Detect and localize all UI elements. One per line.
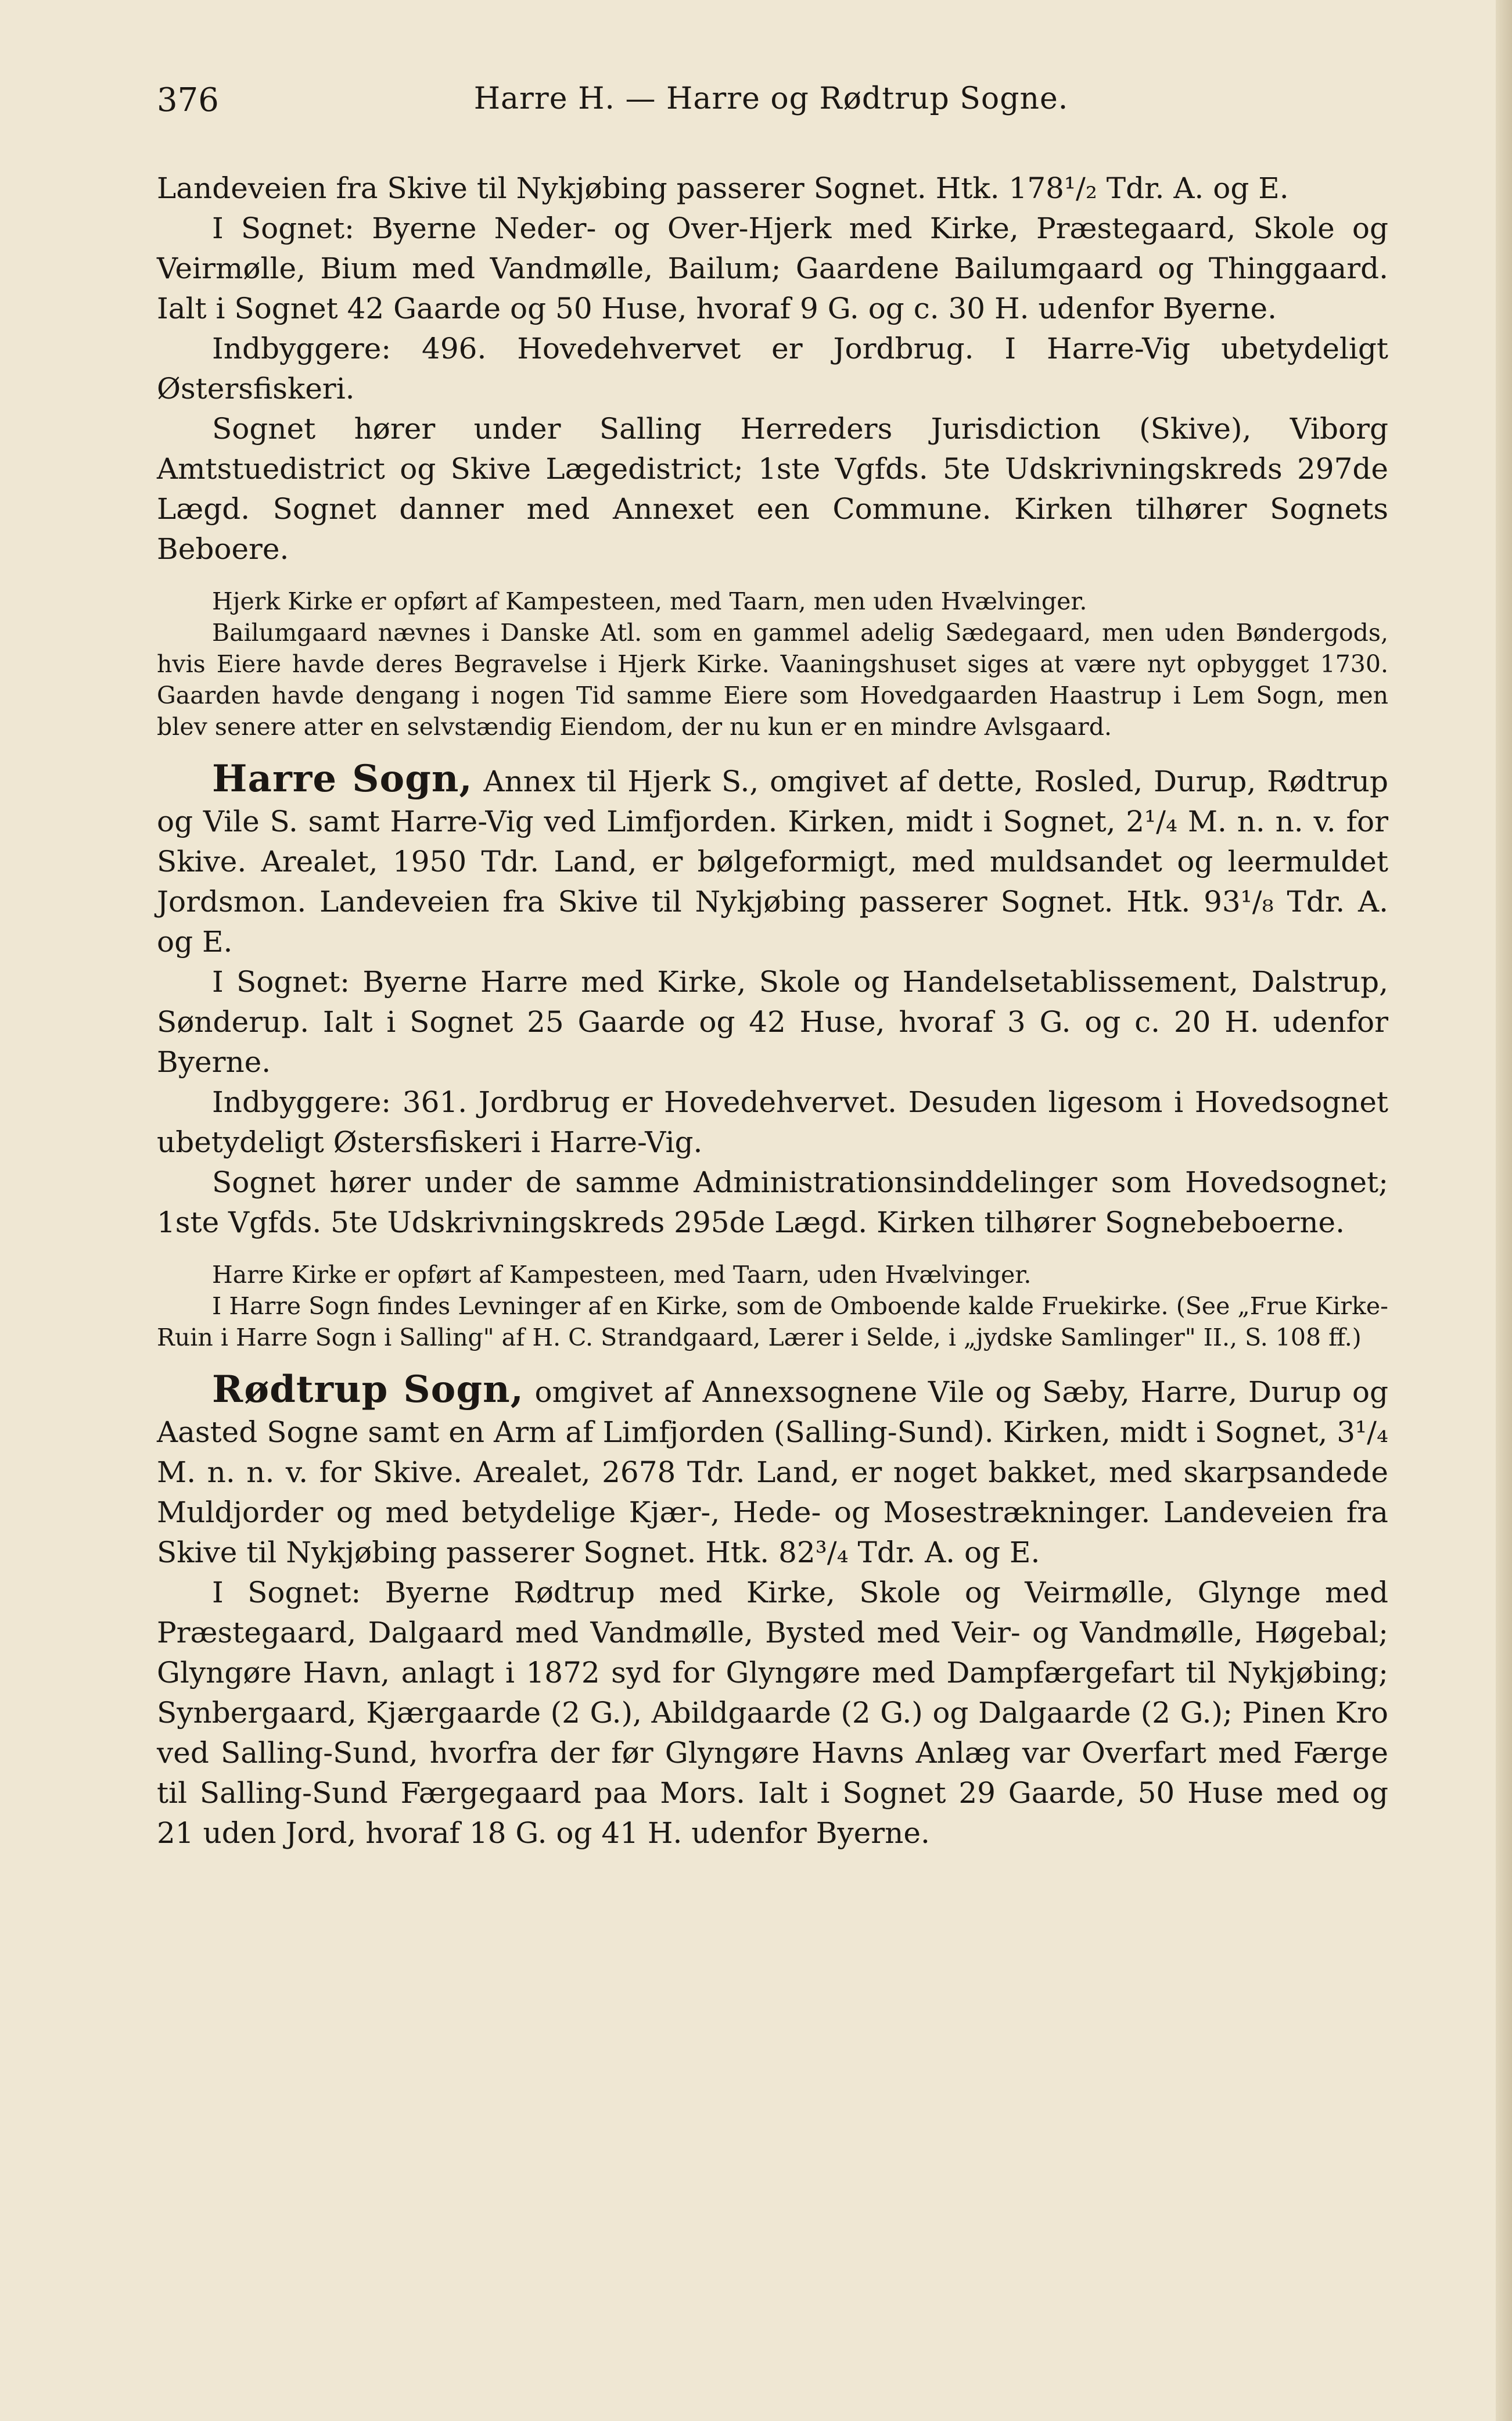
- running-title: Harre H. — Harre og Rødtrup Sogne.: [473, 81, 1069, 116]
- page-edge: [1496, 0, 1512, 2421]
- page-header: [157, 81, 1385, 128]
- paragraph: [157, 759, 1388, 962]
- note: I Harre Sogn findes Levninger af en Kirke, som de Omboende kalde Fruekirke. (See „Frue Kirke-Ruin i Harre Sogn i Salling" af H. C. Strandgaard, Lærer i Selde, i „jydske Samlinger" II., S. 108 ff.): [157, 1292, 1388, 1351]
- paragraph: I Sognet: Byerne Harre med Kirke, Skole og Handelsetablissement, Dalstrup, Sønderup. Ialt i Sognet 25 Gaarde og 42 Huse, hvoraf 3 G. og c. 20 H. udenfor Byerne.: [157, 965, 1388, 1079]
- paragraph: [157, 1369, 1388, 1573]
- paragraph-text: omgivet af Annexsognene Vile og Sæby, Harre, Durup og Aasted Sogne samt en Arm af Limfjorden (Salling-Sund). Kirken, midt i Sognet, 3¹/₄ M. n. n. v. for Skive. Arealet, 2678 Tdr. Land, er noget bakket, med skarpsandede Muldjorder og med betydelige Kjær-, Hede- og Mosestrækninger. Landeveien fra Skive til Nykjøbing passerer Sognet. Htk. 82³/₄ Tdr. A. og E.: [157, 1375, 1389, 1569]
- paragraph: Indbyggere: 496. Hovedehvervet er Jordbrug. I Harre-Vig ubetydeligt Østersfiskeri.: [157, 332, 1388, 406]
- footnote-block: [157, 1259, 1388, 1353]
- section-heading: Rødtrup Sogn,: [212, 1368, 524, 1411]
- paragraph: I Sognet: Byerne Neder- og Over-Hjerk med Kirke, Præstegaard, Skole og Veirmølle, Bium med Vandmølle, Bailum; Gaardene Bailumgaard og Thinggaard. Ialt i Sognet 42 Gaarde og 50 Huse, hvoraf 9 G. og c. 30 H. udenfor Byerne.: [157, 211, 1388, 325]
- paragraph: Landeveien fra Skive til Nykjøbing passerer Sognet. Htk. 178¹/₂ Tdr. A. og E.: [157, 171, 1289, 205]
- paragraph: Sognet hører under de samme Administrationsinddelinger som Hovedsognet; 1ste Vgfds. 5te Udskrivningskreds 295de Lægd. Kirken tilhører Sognebeboerne.: [157, 1165, 1388, 1239]
- note: Hjerk Kirke er opført af Kampesteen, med Taarn, men uden Hvælvinger.: [212, 587, 1087, 615]
- paragraph: Sognet hører under Salling Herreders Jurisdiction (Skive), Viborg Amtstuedistrict og Skive Lægedistrict; 1ste Vgfds. 5te Udskrivningskreds 297de Lægd. Sognet danner med Annexet een Commune. Kirken tilhører Sognets Beboere.: [157, 412, 1388, 566]
- paragraph: Indbyggere: 361. Jordbrug er Hovedehvervet. Desuden ligesom i Hovedsognet ubetydeligt Østersfiskeri i Harre-Vig.: [157, 1085, 1388, 1159]
- note: Harre Kirke er opført af Kampesteen, med Taarn, uden Hvælvinger.: [212, 1261, 1032, 1289]
- paragraph-text: Annex til Hjerk S., omgivet af dette, Rosled, Durup, Rødtrup og Vile S. samt Harre-Vig ved Limfjorden. Kirken, midt i Sognet, 2¹/₄ M. n. n. v. for Skive. Arealet, 1950 Tdr. Land, er bølgeformigt, med muldsandet og leermuldet Jordsmon. Landeveien fra Skive til Nykjøbing passerer Sognet. Htk. 93¹/₈ Tdr. A. og E.: [157, 765, 1388, 959]
- section-heading: Harre Sogn,: [212, 757, 473, 801]
- footnote-block: [157, 586, 1388, 743]
- page-number: 376: [157, 81, 219, 119]
- note: Bailumgaard nævnes i Danske Atl. som en gammel adelig Sædegaard, men uden Bøndergods, hvis Eiere havde deres Begravelse i Hjerk Kirke. Vaaningshuset siges at være nyt opbygget 1730. Gaarden havde dengang i nogen Tid samme Eiere som Hovedgaarden Haastrup i Lem Sogn, men blev senere atter en selvstændig Eiendom, der nu kun er en mindre Avlsgaard.: [157, 619, 1388, 741]
- paragraph: I Sognet: Byerne Rødtrup med Kirke, Skole og Veirmølle, Glynge med Præstegaard, Dalgaard med Vandmølle, Bysted med Veir- og Vandmølle, Høgebal; Glyngøre Havn, anlagt i 1872 syd for Glyngøre med Dampfærgefart til Nykjøbing; Synbergaard, Kjærgaarde (2 G.), Abildgaarde (2 G.) og Dalgaarde (2 G.); Pinen Kro ved Salling-Sund, hvorfra der før Glyngøre Havns Anlæg var Overfart med Færge til Salling-Sund Færgegaard paa Mors. Ialt i Sognet 29 Gaarde, 50 Huse med og 21 uden Jord, hvoraf 18 G. og 41 H. udenfor Byerne.: [157, 1576, 1388, 1850]
- page-body: [157, 168, 1388, 1853]
